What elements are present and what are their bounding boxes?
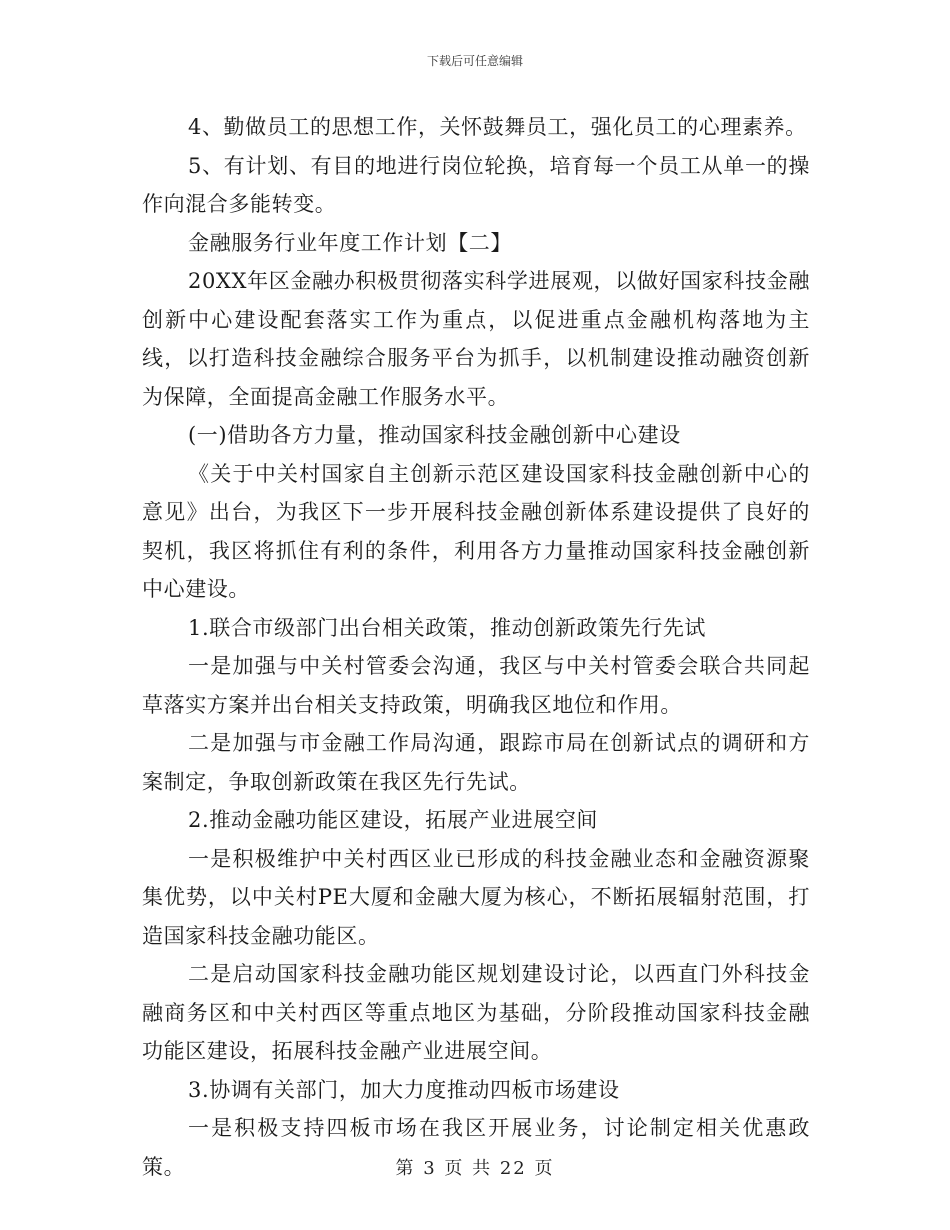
paragraph-2: 5、有计划、有目的地进行岗位轮换，培育每一个员工从单一的操作向混合多能转变。 [142, 153, 810, 216]
subheading-1: (一)借助各方力量，推动国家科技金融创新中心建设 [188, 423, 681, 447]
item-heading-3: 3.协调有关部门，加大力度推动四板市场建设 [188, 1077, 620, 1102]
page-number-footer: 第 3 页 共 22 页 [395, 1158, 555, 1179]
document-body [142, 108, 810, 1186]
item-heading-2: 2.推动金融功能区建设，拓展产业进展空间 [188, 808, 599, 832]
paragraph-item1-b: 二是加强与市金融工作局沟通，跟踪市局在创新试点的调研和方案制定，争取创新政策在我区先行先试。 [142, 731, 810, 794]
paragraph-opinion: 《关于中关村国家自主创新示范区建设国家科技金融创新中心的意见》出台，为我区下一步开展科技金融创新体系建设提供了良好的契机，我区将抓住有利的条件，利用各方力量推动国家科技金融创新中心建设。 [142, 461, 810, 601]
page-header: 下载后可任意编辑 [426, 54, 523, 68]
section-heading-2: 金融服务行业年度工作计划【二】 [188, 230, 512, 255]
paragraph-intro: 20XX年区金融办积极贯彻落实科学进展观，以做好国家科技金融创新中心建设配套落实工作为重点，以促进重点金融机构落地为主线，以打造科技金融综合服务平台为抓手，以机制建设推动融资创新为保障，全面提高金融工作服务水平。 [142, 269, 810, 409]
paragraph-item2-b: 二是启动国家科技金融功能区规划建设讨论，以西直门外科技金融商务区和中关村西区等重点地区为基础，分阶段推动国家科技金融功能区建设，拓展科技金融产业进展空间。 [142, 962, 810, 1063]
paragraph-item2-a: 一是积极维护中关村西区业已形成的科技金融业态和金融资源聚集优势，以中关村PE大厦和金融大厦为核心，不断拓展辐射范围，打造国家科技金融功能区。 [142, 846, 810, 948]
paragraph-item3-a: 一是积极支持四板市场在我区开展业务，讨论制定相关优惠政策。 [142, 1116, 810, 1179]
item-heading-1: 1.联合市级部门出台相关政策，推动创新政策先行先试 [188, 615, 707, 640]
paragraph-item1-a: 一是加强与中关村管委会沟通，我区与中关村管委会联合共同起草落实方案并出台相关支持政策，明确我区地位和作用。 [142, 654, 810, 717]
paragraph-1: 4、勤做员工的思想工作，关怀鼓舞员工，强化员工的心理素养。 [188, 115, 807, 139]
